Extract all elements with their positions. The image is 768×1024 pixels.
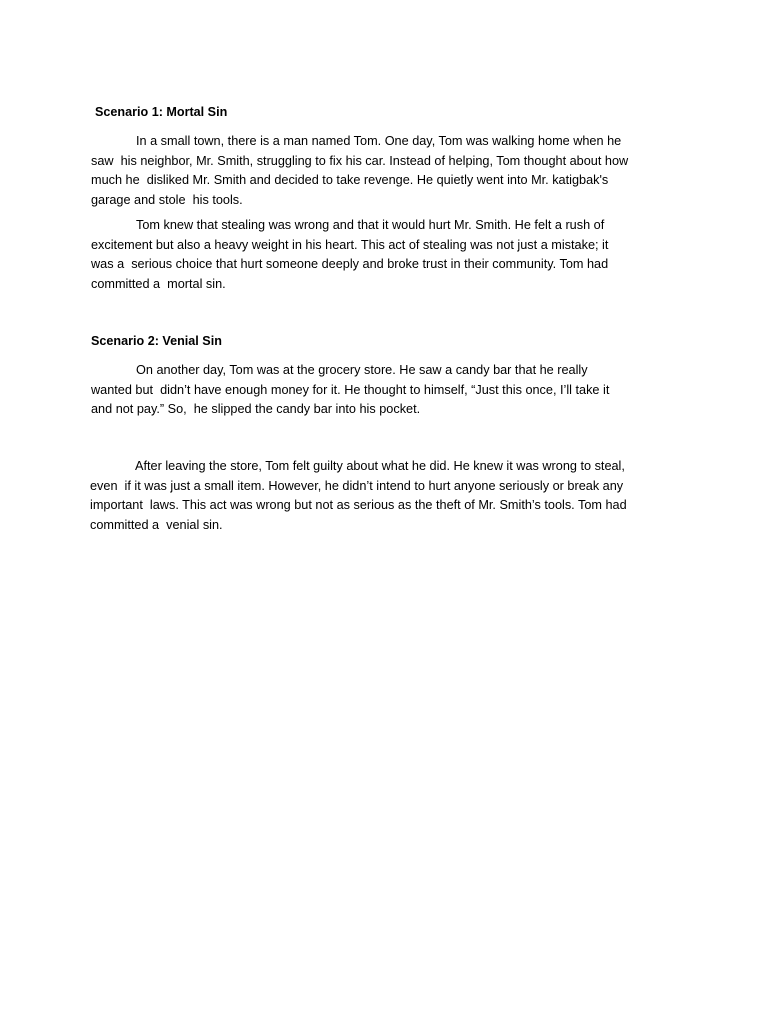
scenario-1-paragraph-1 [91, 132, 691, 210]
paragraph-line: wanted but didn’t have enough money for it. He thought to himself, “Just this once, I’ll take it [91, 382, 610, 397]
scenario-1-heading: Scenario 1: Mortal Sin [95, 105, 228, 119]
scenario-2-paragraph-2 [90, 457, 690, 535]
scenario-1-paragraph-2 [91, 216, 691, 294]
paragraph-line: saw his neighbor, Mr. Smith, struggling to fix his car. Instead of helping, Tom thought about how [91, 153, 629, 168]
paragraph-line: After leaving the store, Tom felt guilty about what he did. He knew it was wrong to steal, [135, 459, 625, 473]
scenario-2-heading: Scenario 2: Venial Sin [91, 334, 222, 348]
paragraph-line: On another day, Tom was at the grocery store. He saw a candy bar that he really [136, 363, 588, 377]
paragraph-line: much he disliked Mr. Smith and decided to take revenge. He quietly went into Mr. katigbak's [91, 173, 609, 187]
paragraph-line: excitement but also a heavy weight in his heart. This act of stealing was not just a mistake; it [91, 237, 609, 252]
paragraph-line: Tom knew that stealing was wrong and that it would hurt Mr. Smith. He felt a rush of [136, 218, 605, 232]
paragraph-line: committed a venial sin. [90, 517, 223, 532]
paragraph-line: important laws. This act was wrong but not as serious as the theft of Mr. Smith’s tools. Tom had [90, 498, 627, 512]
paragraph-line: was a serious choice that hurt someone deeply and broke trust in their community. Tom had [91, 257, 609, 271]
scenario-2-paragraph-1 [91, 361, 691, 420]
paragraph-line: even if it was just a small item. However, he didn’t intend to hurt anyone seriously or break any [90, 478, 624, 493]
paragraph-line: garage and stole his tools. [91, 192, 243, 207]
paragraph-line: and not pay.” So, he slipped the candy bar into his pocket. [91, 402, 421, 416]
paragraph-line: In a small town, there is a man named Tom. One day, Tom was walking home when he [136, 134, 622, 148]
paragraph-line: committed a mortal sin. [91, 276, 226, 291]
